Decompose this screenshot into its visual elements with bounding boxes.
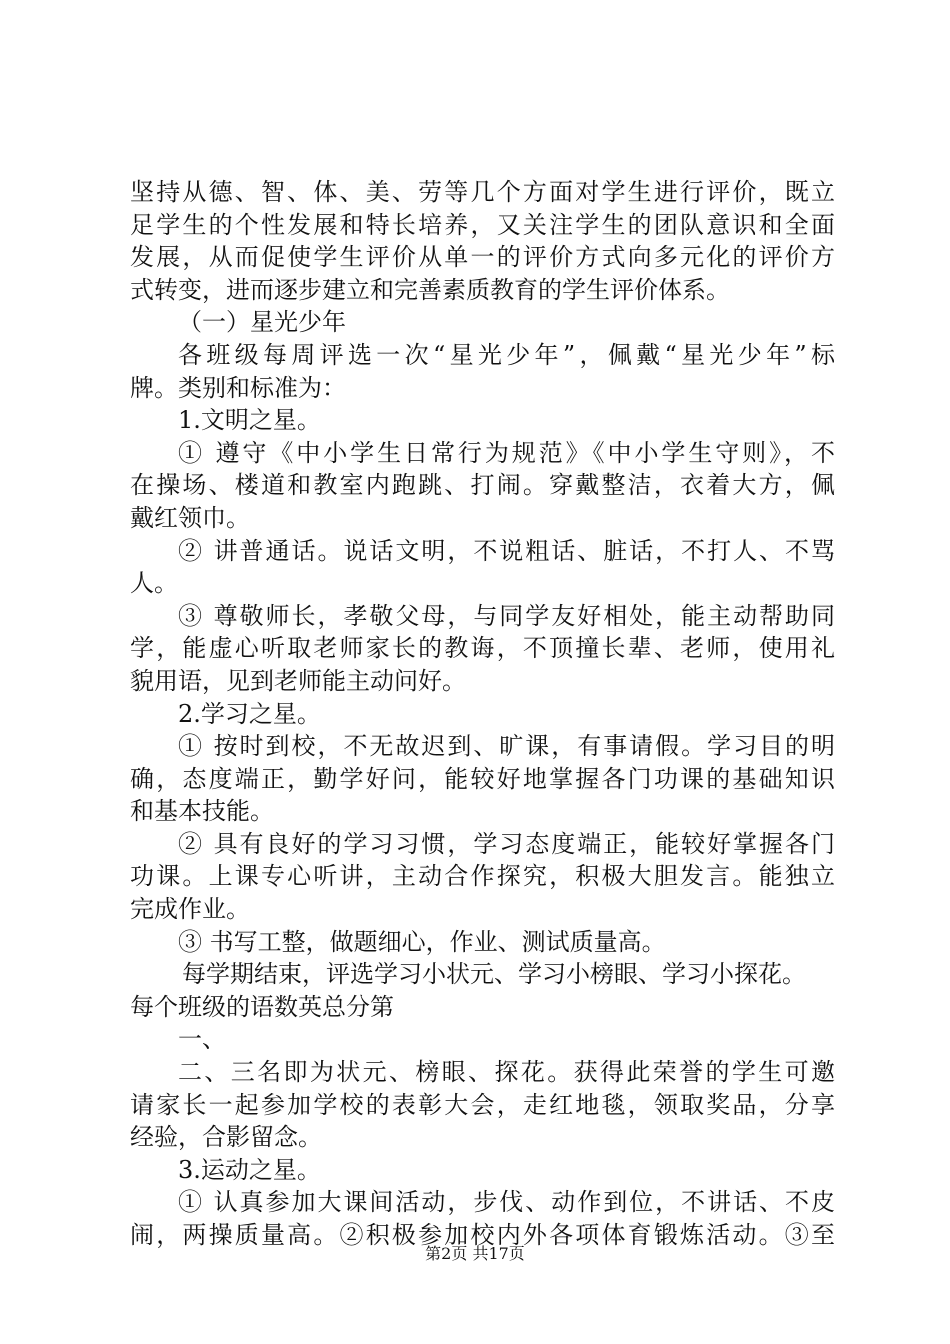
text-line: 戴红领巾。 — [130, 503, 250, 532]
text-line: 在操场、楼道和教室内跑跳、打闹。穿戴整洁，衣着大方，佩 — [130, 471, 835, 500]
text-line: 一、 — [178, 1025, 226, 1054]
text-line: ③ 尊敬师长，孝敬父母，与同学友好相处，能主动帮助同 — [178, 601, 835, 630]
item-heading: 3.运动之星。 — [178, 1155, 321, 1184]
text-line: 牌。类别和标准为： — [130, 373, 346, 402]
page-number-footer: 第2页 共17页 — [425, 1244, 525, 1263]
text-line: 请家长一起参加学校的表彰大会，走红地毯，领取奖品，分享 — [130, 1090, 835, 1119]
text-line: 二、三名即为状元、榜眼、探花。获得此荣誉的学生可邀 — [178, 1058, 835, 1087]
text-line: 完成作业。 — [130, 895, 250, 924]
text-line: 经验，合影留念。 — [130, 1123, 322, 1152]
text-line: 发展，从而促使学生评价从单一的评价方式向多元化的评价方 — [130, 243, 835, 272]
text-line: ① 遵守《中小学生日常行为规范》《中小学生守则》，不 — [178, 438, 835, 467]
body-text — [130, 176, 835, 1252]
text-line: 每个班级的语数英总分第 — [130, 992, 394, 1021]
item-heading: 1.文明之星。 — [178, 406, 321, 435]
text-line: 学，能虚心听取老师家长的教诲，不顶撞长辈、老师，使用礼 — [130, 634, 835, 663]
text-line: 足学生的个性发展和特长培养，又关注学生的团队意识和全面 — [130, 210, 835, 239]
text-line: ① 按时到校，不无故迟到、旷课，有事请假。学习目的明 — [178, 732, 835, 761]
text-line: 人。 — [130, 569, 178, 598]
text-line: 每学期结束，评选学习小状元、学习小榜眼、学习小探花。 — [182, 960, 806, 989]
text-line: 式转变，进而逐步建立和完善素质教育的学生评价体系。 — [130, 275, 730, 304]
text-line: 和基本技能。 — [130, 797, 274, 826]
text-line: ② 具有良好的学习习惯，学习态度端正，能较好掌握各门 — [178, 829, 835, 858]
text-line: ① 认真参加大课间活动，步伐、动作到位，不讲话、不皮 — [178, 1188, 835, 1217]
item-heading: 2.学习之星。 — [178, 699, 321, 728]
text-line: ② 讲普通话。说话文明，不说粗话、脏话，不打人、不骂 — [178, 536, 835, 565]
section-heading: （一）星光少年 — [178, 308, 346, 337]
text-line: 闹，两操质量高。②积极参加校内外各项体育锻炼活动。③至 — [130, 1221, 835, 1249]
text-line: 貌用语，见到老师能主动问好。 — [130, 666, 466, 695]
text-line: ③ 书写工整，做题细心，作业、测试质量高。 — [178, 927, 666, 956]
text-line: 功课。上课专心听讲，主动合作探究，积极大胆发言。能独立 — [130, 862, 835, 891]
text-line: 坚持从德、智、体、美、劳等几个方面对学生进行评价，既立 — [130, 178, 835, 206]
text-line: 各班级每周评选一次“星光少年”，佩戴“星光少年”标 — [178, 340, 835, 369]
text-line: 确，态度端正，勤学好问，能较好地掌握各门功课的基础知识 — [130, 764, 835, 793]
